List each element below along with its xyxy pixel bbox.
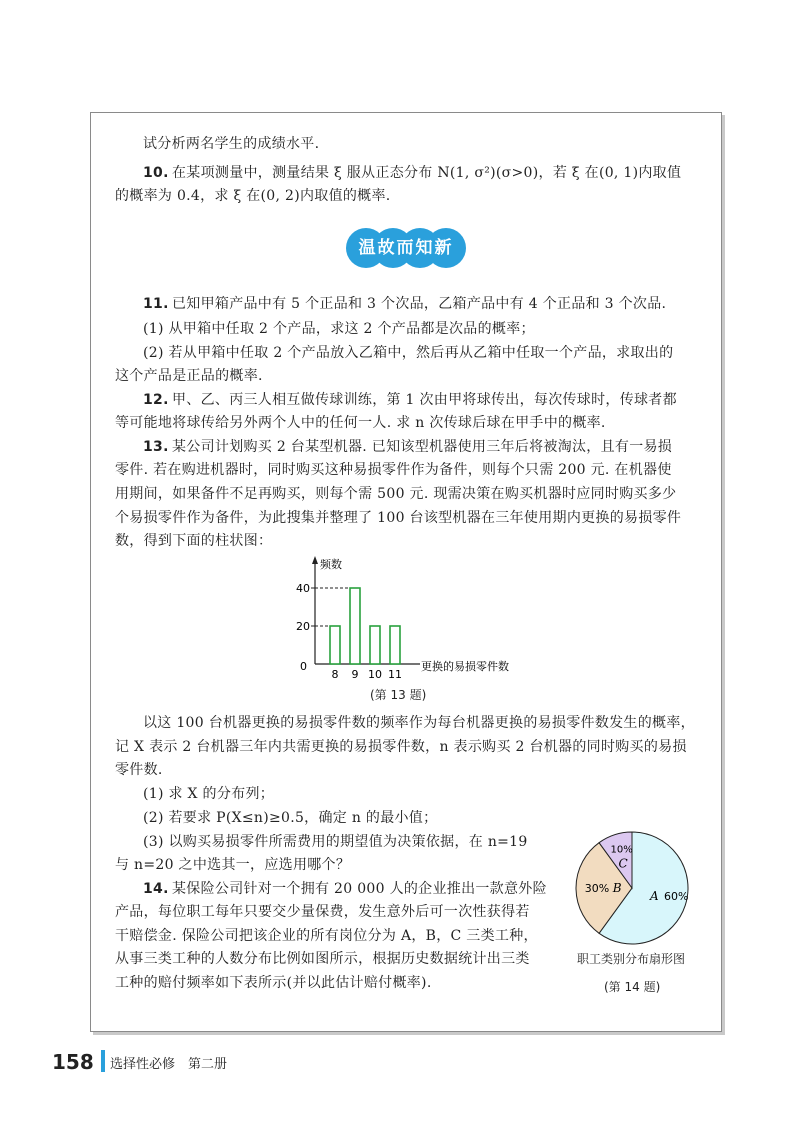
question-13-text-4: 个易损零件作为备件，为此搜集并整理了 100 台该型机器在三年使用期内更换的易损零件 <box>115 510 682 526</box>
pie-value-B: 30% <box>584 882 610 895</box>
x-tick-label: 10 <box>368 668 382 681</box>
question-13-text-7: 记 X 表示 2 台机器三年内共需更换的易损零件数，n 表示购买 2 台机器的同时购买的易损 <box>115 739 687 755</box>
question-13-part-3: (3) 以购买易损零件所需费用的期望值为决策依据，在 n=19 <box>143 834 528 850</box>
question-13-text: 某公司计划购买 2 台某型机器. 已知该型机器使用三年后将被淘汰，且有一易损 <box>172 439 673 455</box>
question-14-text-3: 干赔偿金. 保险公司把该企业的所有岗位分为 A，B，C 三类工种， <box>115 928 538 944</box>
question-13-text-6: 以这 100 台机器更换的易损零件数的频率作为每台机器更换的易损零件数发生的概率， <box>143 715 695 731</box>
footer-accent-bar <box>101 1050 105 1072</box>
origin-label: 0 <box>300 660 307 673</box>
question-10-text: 在某项测量中，测量结果 ξ 服从正态分布 N(1, σ²)(σ>0)，若 ξ 在(0, 1)内取值 <box>172 165 682 181</box>
bar-10 <box>370 626 380 664</box>
x-tick-label: 11 <box>388 668 402 681</box>
question-11-part-2: (2) 若从甲箱中任取 2 个产品放入乙箱中，然后再从乙箱中任取一个产品，求取出的 <box>143 345 674 361</box>
figure-14-title: 职工类别分布扇形图 <box>577 952 686 966</box>
question-13-text-2: 零件. 若在购进机器时，同时购买这种易损零件作为备件，则每个只需 200 元. 在机器使 <box>115 462 672 478</box>
pie-value-A: 60% <box>663 889 689 903</box>
question-13-part-3b: 与 n=20 之中选其一，应选用哪个？ <box>115 857 351 873</box>
question-13-text-5: 数，得到下面的柱状图： <box>115 533 273 549</box>
question-13-part-2: (2) 若要求 P(X≤n)≥0.5，确定 n 的最小值； <box>143 810 438 826</box>
y-tick-label: 40 <box>296 582 310 595</box>
bar-11 <box>390 626 400 664</box>
question-13-part-1: (1) 求 X 的分布列； <box>143 786 275 802</box>
x-axis-label: 更换的易损零件数 <box>421 660 509 673</box>
question-14-text-5: 工种的赔付频率如下表所示(并以此估计赔付概率). <box>115 975 432 991</box>
figure-14-caption: (第 14 题) <box>604 980 661 994</box>
bar-8 <box>330 626 340 664</box>
bar-chart <box>280 552 540 682</box>
section-banner: 温故而知新 <box>358 238 454 258</box>
question-11-text: 已知甲箱产品中有 5 个正品和 3 个次品，乙箱产品中有 4 个正品和 3 个次品. <box>172 296 667 312</box>
question-10-text-2: 的概率为 0.4，求 ξ 在(0, 2)内取值的概率. <box>115 188 391 204</box>
pie-value-C: 10% <box>610 844 633 856</box>
question-13-text-8: 零件数. <box>115 762 163 778</box>
question-12-text-2: 等可能地将球传给另外两个人中的任何一人. 求 n 次传球后球在甲手中的概率. <box>115 415 606 431</box>
y-axis-arrow <box>312 556 318 564</box>
x-tick-label: 9 <box>351 668 359 681</box>
figure-13-caption: (第 13 题) <box>370 688 427 702</box>
question-14-text-2: 产品，每位职工每年只要交少量保费，发生意外后可一次性获得若 <box>115 904 530 920</box>
line-analyze: 试分析两名学生的成绩水平. <box>143 136 320 152</box>
pie-chart <box>572 828 692 948</box>
pie-label-A: A <box>649 888 659 903</box>
question-13-number: 13. <box>143 439 169 455</box>
y-axis-label: 频数 <box>320 558 342 571</box>
x-tick-label: 8 <box>331 668 339 681</box>
question-11-number: 11. <box>143 296 169 312</box>
pie-label-B: B <box>612 881 622 895</box>
question-11-part-1: (1) 从甲箱中任取 2 个产品，求这 2 个产品都是次品的概率； <box>143 321 535 337</box>
question-13-text-3: 用期间，如果备件不足再购买，则每个需 500 元. 现需决策在购买机器时应同时购买多少 <box>115 486 677 502</box>
page-number: 158 <box>52 1050 94 1074</box>
bar-9 <box>350 588 360 664</box>
question-10-number: 10. <box>143 165 169 181</box>
y-tick-label: 20 <box>296 620 310 633</box>
pie-label-C: C <box>618 856 628 871</box>
question-11-part-2b: 这个产品是正品的概率. <box>115 368 263 384</box>
book-title: 选择性必修 第二册 <box>110 1057 228 1072</box>
question-12-text: 甲、乙、丙三人相互做传球训练，第 1 次由甲将球传出，每次传球时，传球者都 <box>172 392 677 408</box>
question-14-text: 某保险公司针对一个拥有 20 000 人的企业推出一款意外险 <box>172 881 547 897</box>
question-12-number: 12. <box>143 392 169 408</box>
question-14-text-4: 从事三类工种的人数分布比例如图所示，根据历史数据统计出三类 <box>115 951 530 967</box>
question-14-number: 14. <box>143 881 169 897</box>
